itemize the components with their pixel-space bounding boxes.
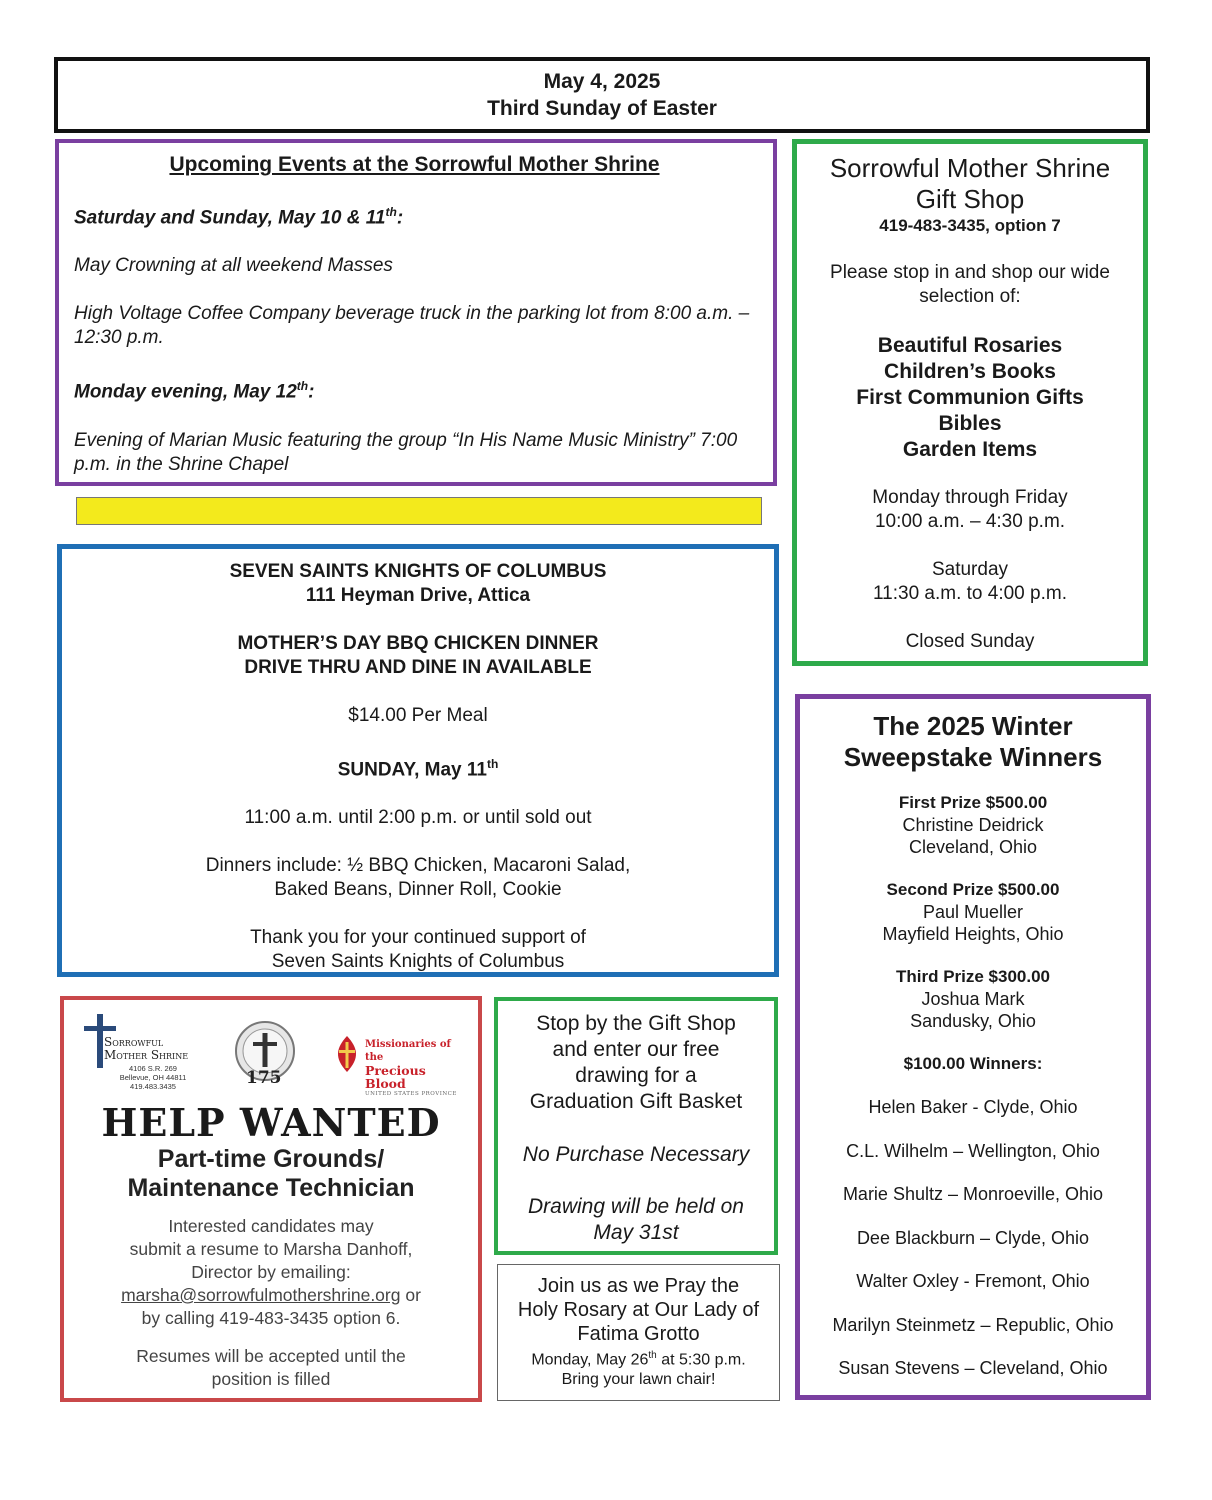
gift-shop-title: Gift Shop (915, 184, 1025, 214)
small-prize-label: $100.00 Winners: (903, 1054, 1043, 1073)
events-item: Evening of Marian Music featuring the group “In His Name Music Ministry” 7:00 p.m. in the Shrine Chapel (74, 429, 738, 475)
gift-shop-title: Sorrowful Mother Shrine (829, 153, 1111, 183)
liturgical-occasion: Third Sunday of Easter (487, 97, 717, 120)
upcoming-events-box (55, 139, 777, 486)
prize-label: First Prize $500.00 (898, 793, 1048, 812)
graduation-drawing-box (494, 997, 778, 1255)
events-day1-heading: Saturday and Sunday, May 10 & 11th: (74, 205, 404, 229)
rosary-text: Fatima Grotto (577, 1323, 700, 1345)
drawing-text: and enter our free (552, 1038, 720, 1061)
sweepstake-title: The 2025 Winter (873, 711, 1073, 741)
resume-deadline-note: Resumes will be accepted until the position is filled (136, 1346, 406, 1389)
help-wanted-heading: HELP WANTED (101, 1100, 441, 1145)
bulletin-date: May 4, 2025 (543, 70, 661, 93)
flame-cross-icon (332, 1034, 362, 1074)
small-prize-winner: Walter Oxley - Fremont, Ohio (856, 1271, 1090, 1291)
shrine-logo: Sorrowful Mother Shrine 4106 S.R. 269 Bellevue, OH 44811 419.483.3435 (82, 1014, 202, 1098)
events-item: High Voltage Coffee Company beverage truck in the parking lot from 8:00 a.m. – 12:30 p.m. (74, 303, 750, 349)
rosary-bring: Bring your lawn chair! (561, 1371, 716, 1389)
small-prize-winner: C.L. Wilhelm – Wellington, Ohio (846, 1140, 1100, 1161)
missionaries-precious-blood-logo: Missionaries of the Precious Blood UNITED STATES PROVINCE (332, 1034, 467, 1078)
events-item: May Crowning at all weekend Masses (74, 255, 393, 277)
gift-shop-weekday-hours: 10:00 a.m. – 4:30 p.m. (874, 511, 1066, 532)
rosary-when: Monday, May 26th at 5:30 p.m. (531, 1350, 746, 1369)
small-prize-winner: Dee Blackburn – Clyde, Ohio (856, 1227, 1090, 1248)
gift-shop-weekday-label: Monday through Friday (872, 487, 1068, 508)
prize-winner-name: Paul Mueller (922, 902, 1024, 922)
gift-shop-intro: Please stop in and shop our wide (830, 262, 1110, 283)
sweepstake-title: Sweepstake Winners (843, 742, 1103, 772)
gift-shop-saturday-label: Saturday (931, 559, 1009, 580)
drawing-text: drawing for a (575, 1064, 697, 1087)
contact-email-link[interactable]: marsha@sorrowfulmothershrine.org (121, 1285, 401, 1305)
events-day2-heading: Monday evening, May 12th: (74, 379, 315, 403)
anniversary-seal-logo: 175 (234, 1020, 296, 1090)
drawing-text: Graduation Gift Basket (529, 1090, 743, 1113)
prize-winner-name: Christine Deidrick (902, 815, 1044, 835)
prize-label: Second Prize $500.00 (886, 880, 1060, 899)
gift-shop-item: Bibles (938, 412, 1002, 435)
kofc-event: MOTHER’S DAY BBQ CHICKEN DINNER (237, 633, 599, 654)
prize-label: Third Prize $300.00 (895, 967, 1051, 986)
drawing-note: No Purchase Necessary (522, 1143, 750, 1166)
small-prize-winner: Marilyn Steinmetz – Republic, Ohio (832, 1314, 1114, 1335)
gift-shop-saturday-hours: 11:30 a.m. to 4:00 p.m. (873, 583, 1067, 604)
kofc-thanks: Thank you for your continued support of (250, 927, 586, 949)
prize-winner-place: Sandusky, Ohio (910, 1011, 1036, 1031)
prize-winner-place: Mayfield Heights, Ohio (882, 924, 1064, 944)
position-title: Part-time Grounds/ Maintenance Technician (127, 1145, 415, 1202)
rosary-text: Join us as we Pray the (537, 1275, 740, 1297)
small-prize-winner: Susan Stevens – Cleveland, Ohio (838, 1358, 1108, 1378)
rosary-text: Holy Rosary at Our Lady of (517, 1299, 760, 1321)
small-prize-winner: Helen Baker - Clyde, Ohio (868, 1097, 1078, 1117)
gift-shop-box (792, 139, 1148, 666)
help-wanted-box (60, 996, 482, 1402)
drawing-text: Stop by the Gift Shop (536, 1012, 736, 1035)
kofc-time: 11:00 a.m. until 2:00 p.m. or until sold out (244, 807, 592, 829)
prize-winner-place: Cleveland, Ohio (908, 837, 1038, 857)
application-instructions: Interested candidates may submit a resume to Marsha Danhoff, Director by emailing: marsha@sorrowfulmothershrine.org or by calling 419-483-3435 option 6. (121, 1216, 421, 1328)
drawing-date: May 31st (593, 1221, 679, 1244)
prize-winner-name: Joshua Mark (921, 989, 1025, 1009)
kofc-options: DRIVE THRU AND DINE IN AVAILABLE (244, 657, 592, 678)
kofc-includes: Dinners include: ½ BBQ Chicken, Macaroni Salad, (205, 855, 631, 877)
gift-shop-item: First Communion Gifts (856, 386, 1084, 409)
kofc-includes: Baked Beans, Dinner Roll, Cookie (274, 879, 562, 901)
small-prize-winner: Marie Shultz – Monroeville, Ohio (842, 1184, 1104, 1204)
bulletin-header (54, 57, 1150, 133)
kofc-org: SEVEN SAINTS KNIGHTS OF COLUMBUS (229, 561, 607, 582)
gift-shop-item: Garden Items (902, 438, 1038, 461)
events-title: Upcoming Events at the Sorrowful Mother Shrine (169, 153, 660, 176)
gift-shop-item: Children’s Books (884, 360, 1056, 383)
kofc-price: $14.00 Per Meal (348, 705, 488, 726)
gift-shop-sunday: Closed Sunday (905, 631, 1035, 652)
drawing-date: Drawing will be held on (528, 1195, 744, 1218)
knights-of-columbus-box (57, 544, 779, 977)
gift-shop-item: Beautiful Rosaries (877, 334, 1063, 357)
sweepstake-winners-box (795, 694, 1151, 1400)
kofc-address: 111 Heyman Drive, Attica (305, 585, 531, 606)
kofc-thanks: Seven Saints Knights of Columbus (271, 951, 565, 973)
gift-shop-intro: selection of: (919, 286, 1021, 307)
kofc-date: SUNDAY, May 11th (337, 757, 499, 781)
yellow-divider-bar (76, 497, 762, 525)
rosary-box (497, 1264, 780, 1401)
gift-shop-phone: 419-483-3435, option 7 (879, 216, 1061, 235)
